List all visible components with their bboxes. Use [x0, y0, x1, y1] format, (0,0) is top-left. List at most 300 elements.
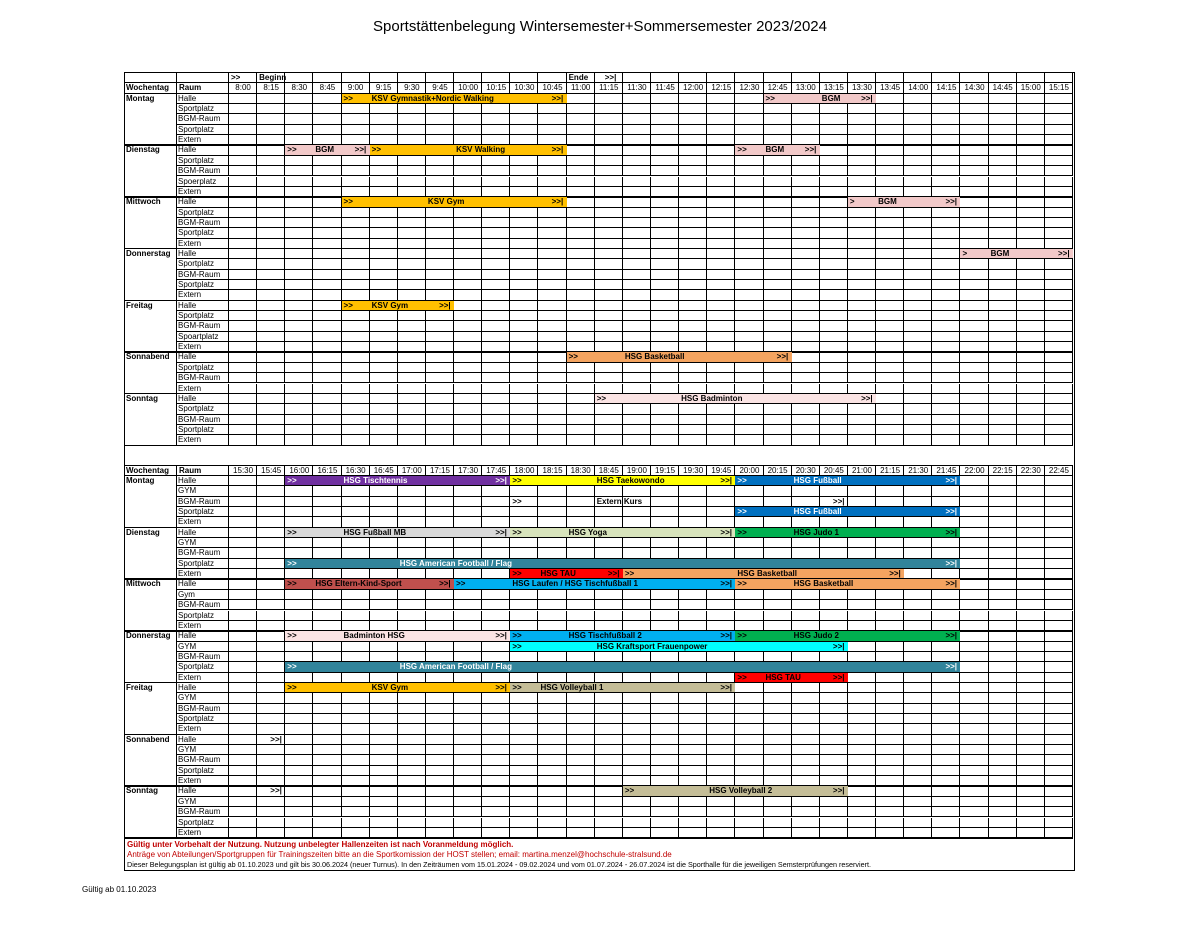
slot-cell[interactable]	[989, 208, 1017, 218]
slot-cell[interactable]	[398, 404, 426, 414]
slot-cell[interactable]	[735, 693, 763, 703]
slot-cell[interactable]	[482, 404, 510, 414]
slot-cell[interactable]	[426, 735, 454, 745]
slot-cell[interactable]	[454, 332, 482, 342]
slot-cell[interactable]	[510, 156, 538, 166]
slot-cell[interactable]	[623, 600, 651, 610]
slot-cell[interactable]	[1017, 797, 1045, 807]
slot-cell[interactable]	[313, 704, 341, 714]
slot-cell[interactable]	[398, 177, 426, 187]
slot-cell[interactable]	[904, 228, 932, 238]
slot-cell[interactable]	[989, 218, 1017, 228]
slot-cell[interactable]	[567, 693, 595, 703]
slot-cell[interactable]	[904, 156, 932, 166]
slot-cell[interactable]	[257, 301, 285, 311]
slot-cell[interactable]	[538, 797, 566, 807]
slot-cell[interactable]	[820, 693, 848, 703]
slot-cell[interactable]	[904, 301, 932, 311]
slot-cell[interactable]	[370, 745, 398, 755]
slot-cell[interactable]	[876, 735, 904, 745]
slot-cell[interactable]	[651, 197, 679, 207]
slot-cell[interactable]	[876, 166, 904, 176]
slot-cell[interactable]	[567, 818, 595, 828]
slot-cell[interactable]	[1045, 321, 1073, 331]
slot-cell[interactable]	[370, 807, 398, 817]
slot-cell[interactable]	[510, 280, 538, 290]
slot-cell[interactable]	[313, 104, 341, 114]
slot-cell[interactable]	[285, 714, 313, 724]
slot-cell[interactable]	[567, 94, 595, 104]
slot-cell[interactable]	[229, 415, 257, 425]
slot-cell[interactable]	[454, 166, 482, 176]
slot-cell[interactable]	[989, 363, 1017, 373]
slot-cell[interactable]	[960, 145, 988, 155]
slot-cell[interactable]	[342, 177, 370, 187]
slot-cell[interactable]	[707, 714, 735, 724]
slot-cell[interactable]	[285, 249, 313, 259]
slot-cell[interactable]	[538, 818, 566, 828]
slot-cell[interactable]	[707, 497, 735, 507]
slot-cell[interactable]	[623, 714, 651, 724]
slot-cell[interactable]	[651, 114, 679, 124]
slot-cell[interactable]	[792, 311, 820, 321]
slot-cell[interactable]	[313, 538, 341, 548]
slot-cell[interactable]	[510, 538, 538, 548]
slot-cell[interactable]	[370, 332, 398, 342]
slot-cell[interactable]	[707, 114, 735, 124]
slot-cell[interactable]	[764, 249, 792, 259]
slot-cell[interactable]	[764, 538, 792, 548]
slot-cell[interactable]	[342, 373, 370, 383]
slot-cell[interactable]	[482, 735, 510, 745]
slot-cell[interactable]	[651, 590, 679, 600]
slot-cell[interactable]	[567, 714, 595, 724]
slot-cell[interactable]	[960, 94, 988, 104]
slot-cell[interactable]	[707, 177, 735, 187]
slot-cell[interactable]	[735, 249, 763, 259]
slot-cell[interactable]	[426, 311, 454, 321]
slot-cell[interactable]	[1045, 797, 1073, 807]
slot-cell[interactable]	[454, 373, 482, 383]
slot-cell[interactable]	[651, 104, 679, 114]
slot-cell[interactable]	[342, 497, 370, 507]
slot-cell[interactable]	[792, 321, 820, 331]
slot-cell[interactable]	[848, 652, 876, 662]
slot-cell[interactable]	[257, 177, 285, 187]
slot-cell[interactable]	[510, 177, 538, 187]
slot-cell[interactable]	[398, 797, 426, 807]
slot-cell[interactable]	[735, 332, 763, 342]
slot-cell[interactable]	[229, 797, 257, 807]
slot-cell[interactable]	[623, 94, 651, 104]
slot-cell[interactable]	[735, 218, 763, 228]
slot-cell[interactable]	[229, 538, 257, 548]
slot-cell[interactable]	[960, 321, 988, 331]
slot-cell[interactable]	[1045, 538, 1073, 548]
slot-cell[interactable]	[257, 125, 285, 135]
slot-cell[interactable]	[876, 270, 904, 280]
slot-cell[interactable]	[735, 704, 763, 714]
slot-cell[interactable]	[764, 818, 792, 828]
slot-cell[interactable]	[1017, 301, 1045, 311]
slot-cell[interactable]	[904, 714, 932, 724]
slot-cell[interactable]	[764, 766, 792, 776]
slot-cell[interactable]	[707, 156, 735, 166]
slot-cell[interactable]	[876, 125, 904, 135]
slot-cell[interactable]	[904, 693, 932, 703]
slot-cell[interactable]	[229, 486, 257, 496]
slot-cell[interactable]	[482, 797, 510, 807]
slot-cell[interactable]	[285, 394, 313, 404]
slot-cell[interactable]	[707, 486, 735, 496]
slot-cell[interactable]	[595, 270, 623, 280]
slot-cell[interactable]	[285, 311, 313, 321]
slot-cell[interactable]	[342, 404, 370, 414]
slot-cell[interactable]	[229, 104, 257, 114]
slot-cell[interactable]	[229, 425, 257, 435]
slot-cell[interactable]	[735, 404, 763, 414]
slot-cell[interactable]	[285, 704, 313, 714]
slot-cell[interactable]	[567, 166, 595, 176]
slot-cell[interactable]	[707, 166, 735, 176]
slot-cell[interactable]	[482, 755, 510, 765]
slot-cell[interactable]	[538, 486, 566, 496]
slot-cell[interactable]	[904, 208, 932, 218]
slot-cell[interactable]	[538, 807, 566, 817]
slot-cell[interactable]	[989, 145, 1017, 155]
slot-cell[interactable]	[454, 218, 482, 228]
slot-cell[interactable]	[623, 218, 651, 228]
slot-cell[interactable]	[426, 166, 454, 176]
slot-cell[interactable]	[848, 735, 876, 745]
slot-cell[interactable]	[567, 125, 595, 135]
slot-cell[interactable]	[848, 332, 876, 342]
slot-cell[interactable]	[848, 177, 876, 187]
slot-cell[interactable]	[960, 301, 988, 311]
slot-cell[interactable]	[792, 704, 820, 714]
slot-cell[interactable]	[623, 321, 651, 331]
slot-cell[interactable]	[229, 228, 257, 238]
slot-cell[interactable]	[904, 755, 932, 765]
slot-cell[interactable]	[1017, 166, 1045, 176]
slot-cell[interactable]	[651, 311, 679, 321]
slot-cell[interactable]	[482, 642, 510, 652]
slot-cell[interactable]	[342, 259, 370, 269]
slot-cell[interactable]	[454, 507, 482, 517]
slot-cell[interactable]	[820, 208, 848, 218]
slot-cell[interactable]	[820, 714, 848, 724]
slot-cell[interactable]	[313, 786, 341, 796]
slot-cell[interactable]	[792, 600, 820, 610]
slot-cell[interactable]	[904, 394, 932, 404]
slot-cell[interactable]	[426, 425, 454, 435]
slot-cell[interactable]	[313, 166, 341, 176]
slot-cell[interactable]	[342, 125, 370, 135]
slot-cell[interactable]	[735, 818, 763, 828]
slot-cell[interactable]	[792, 259, 820, 269]
slot-cell[interactable]	[1017, 662, 1045, 672]
slot-cell[interactable]	[707, 507, 735, 517]
slot-cell[interactable]	[454, 249, 482, 259]
slot-cell[interactable]	[426, 218, 454, 228]
slot-cell[interactable]	[989, 415, 1017, 425]
slot-cell[interactable]	[1017, 311, 1045, 321]
slot-cell[interactable]	[313, 652, 341, 662]
slot-cell[interactable]	[651, 145, 679, 155]
slot-cell[interactable]	[960, 631, 988, 641]
slot-cell[interactable]	[764, 156, 792, 166]
slot-cell[interactable]	[229, 590, 257, 600]
slot-cell[interactable]	[876, 486, 904, 496]
slot-cell[interactable]	[707, 373, 735, 383]
slot-cell[interactable]	[510, 104, 538, 114]
slot-cell[interactable]	[510, 786, 538, 796]
slot-cell[interactable]	[398, 228, 426, 238]
slot-cell[interactable]	[482, 394, 510, 404]
slot-cell[interactable]	[735, 270, 763, 280]
slot-cell[interactable]	[398, 714, 426, 724]
slot-cell[interactable]	[735, 94, 763, 104]
slot-cell[interactable]	[285, 156, 313, 166]
slot-cell[interactable]	[595, 249, 623, 259]
slot-cell[interactable]	[342, 321, 370, 331]
slot-cell[interactable]	[229, 332, 257, 342]
slot-cell[interactable]	[1017, 404, 1045, 414]
slot-cell[interactable]	[454, 352, 482, 362]
slot-cell[interactable]	[735, 197, 763, 207]
slot-cell[interactable]	[679, 218, 707, 228]
slot-cell[interactable]	[510, 332, 538, 342]
slot-cell[interactable]	[229, 683, 257, 693]
slot-cell[interactable]	[623, 332, 651, 342]
slot-cell[interactable]	[482, 786, 510, 796]
slot-cell[interactable]	[595, 755, 623, 765]
slot-cell[interactable]	[735, 766, 763, 776]
slot-cell[interactable]	[820, 104, 848, 114]
slot-cell[interactable]	[426, 714, 454, 724]
slot-cell[interactable]	[538, 786, 566, 796]
slot-cell[interactable]	[538, 249, 566, 259]
slot-cell[interactable]	[398, 415, 426, 425]
slot-cell[interactable]	[848, 104, 876, 114]
slot-cell[interactable]	[229, 714, 257, 724]
slot-cell[interactable]	[960, 600, 988, 610]
slot-cell[interactable]	[904, 218, 932, 228]
slot-cell[interactable]	[370, 218, 398, 228]
slot-cell[interactable]	[960, 166, 988, 176]
slot-cell[interactable]	[454, 652, 482, 662]
slot-cell[interactable]	[538, 611, 566, 621]
slot-cell[interactable]	[426, 642, 454, 652]
slot-cell[interactable]	[651, 166, 679, 176]
slot-cell[interactable]	[679, 693, 707, 703]
slot-cell[interactable]	[960, 352, 988, 362]
slot-cell[interactable]	[426, 611, 454, 621]
slot-cell[interactable]	[707, 208, 735, 218]
slot-cell[interactable]	[229, 156, 257, 166]
slot-cell[interactable]	[848, 714, 876, 724]
slot-cell[interactable]	[1017, 321, 1045, 331]
slot-cell[interactable]	[623, 373, 651, 383]
slot-cell[interactable]	[1017, 352, 1045, 362]
slot-cell[interactable]	[960, 476, 988, 486]
slot-cell[interactable]	[679, 177, 707, 187]
slot-cell[interactable]	[707, 104, 735, 114]
slot-cell[interactable]	[510, 735, 538, 745]
slot-cell[interactable]	[285, 807, 313, 817]
slot-cell[interactable]	[454, 807, 482, 817]
slot-cell[interactable]	[651, 693, 679, 703]
slot-cell[interactable]	[932, 404, 960, 414]
slot-cell[interactable]	[398, 218, 426, 228]
slot-cell[interactable]	[679, 166, 707, 176]
slot-cell[interactable]	[482, 249, 510, 259]
slot-cell[interactable]	[398, 352, 426, 362]
slot-cell[interactable]	[313, 363, 341, 373]
slot-cell[interactable]	[285, 693, 313, 703]
slot-cell[interactable]	[370, 652, 398, 662]
slot-cell[interactable]	[651, 735, 679, 745]
slot-cell[interactable]	[707, 259, 735, 269]
slot-cell[interactable]	[567, 404, 595, 414]
slot-cell[interactable]	[1045, 683, 1073, 693]
slot-cell[interactable]	[454, 415, 482, 425]
slot-cell[interactable]	[1017, 332, 1045, 342]
slot-cell[interactable]	[285, 745, 313, 755]
slot-cell[interactable]	[1045, 301, 1073, 311]
slot-cell[interactable]	[285, 642, 313, 652]
slot-cell[interactable]	[904, 704, 932, 714]
slot-cell[interactable]	[1017, 125, 1045, 135]
slot-cell[interactable]	[285, 373, 313, 383]
slot-cell[interactable]	[904, 177, 932, 187]
slot-cell[interactable]	[679, 600, 707, 610]
slot-cell[interactable]	[989, 270, 1017, 280]
slot-cell[interactable]	[426, 507, 454, 517]
slot-cell[interactable]	[1017, 394, 1045, 404]
slot-cell[interactable]	[257, 652, 285, 662]
slot-cell[interactable]	[257, 280, 285, 290]
slot-cell[interactable]	[820, 425, 848, 435]
slot-cell[interactable]	[623, 507, 651, 517]
slot-cell[interactable]	[313, 807, 341, 817]
slot-cell[interactable]	[482, 373, 510, 383]
slot-cell[interactable]	[960, 642, 988, 652]
slot-cell[interactable]	[229, 394, 257, 404]
slot-cell[interactable]	[426, 363, 454, 373]
slot-cell[interactable]	[313, 714, 341, 724]
slot-cell[interactable]	[989, 125, 1017, 135]
slot-cell[interactable]	[1045, 662, 1073, 672]
slot-cell[interactable]	[595, 818, 623, 828]
slot-cell[interactable]	[735, 548, 763, 558]
slot-cell[interactable]	[820, 807, 848, 817]
slot-cell[interactable]	[989, 528, 1017, 538]
slot-cell[interactable]	[960, 373, 988, 383]
slot-cell[interactable]	[285, 497, 313, 507]
slot-cell[interactable]	[651, 714, 679, 724]
slot-cell[interactable]	[1045, 745, 1073, 755]
slot-cell[interactable]	[342, 611, 370, 621]
slot-cell[interactable]	[792, 373, 820, 383]
slot-cell[interactable]	[623, 548, 651, 558]
slot-cell[interactable]	[679, 415, 707, 425]
slot-cell[interactable]	[398, 818, 426, 828]
slot-cell[interactable]	[229, 755, 257, 765]
slot-cell[interactable]	[1045, 714, 1073, 724]
slot-cell[interactable]	[623, 818, 651, 828]
slot-cell[interactable]	[932, 373, 960, 383]
slot-cell[interactable]	[1045, 611, 1073, 621]
slot-cell[interactable]	[1045, 94, 1073, 104]
slot-cell[interactable]	[792, 693, 820, 703]
slot-cell[interactable]	[426, 538, 454, 548]
slot-cell[interactable]	[820, 797, 848, 807]
slot-cell[interactable]	[764, 321, 792, 331]
slot-cell[interactable]	[257, 208, 285, 218]
slot-cell[interactable]	[426, 797, 454, 807]
slot-cell[interactable]	[960, 818, 988, 828]
slot-cell[interactable]	[1017, 714, 1045, 724]
slot-cell[interactable]	[370, 228, 398, 238]
slot-cell[interactable]	[595, 590, 623, 600]
slot-cell[interactable]	[679, 94, 707, 104]
slot-cell[interactable]	[848, 745, 876, 755]
slot-cell[interactable]	[567, 766, 595, 776]
slot-cell[interactable]	[454, 125, 482, 135]
slot-cell[interactable]	[538, 114, 566, 124]
slot-cell[interactable]	[651, 280, 679, 290]
slot-cell[interactable]	[876, 114, 904, 124]
slot-cell[interactable]	[707, 94, 735, 104]
slot-cell[interactable]	[370, 735, 398, 745]
slot-cell[interactable]	[623, 145, 651, 155]
slot-cell[interactable]	[651, 404, 679, 414]
slot-cell[interactable]	[370, 693, 398, 703]
slot-cell[interactable]	[792, 228, 820, 238]
slot-cell[interactable]	[960, 486, 988, 496]
slot-cell[interactable]	[342, 311, 370, 321]
slot-cell[interactable]	[342, 280, 370, 290]
slot-cell[interactable]	[313, 394, 341, 404]
slot-cell[interactable]	[510, 301, 538, 311]
slot-cell[interactable]	[876, 373, 904, 383]
slot-cell[interactable]	[426, 755, 454, 765]
slot-cell[interactable]	[735, 311, 763, 321]
slot-cell[interactable]	[1045, 145, 1073, 155]
slot-cell[interactable]	[707, 321, 735, 331]
slot-cell[interactable]	[313, 270, 341, 280]
slot-cell[interactable]	[904, 415, 932, 425]
slot-cell[interactable]	[285, 797, 313, 807]
slot-cell[interactable]	[229, 321, 257, 331]
slot-cell[interactable]	[848, 301, 876, 311]
slot-cell[interactable]	[932, 218, 960, 228]
slot-cell[interactable]	[764, 373, 792, 383]
slot-cell[interactable]	[454, 590, 482, 600]
slot-cell[interactable]	[904, 321, 932, 331]
slot-cell[interactable]	[848, 352, 876, 362]
slot-cell[interactable]	[567, 270, 595, 280]
slot-cell[interactable]	[342, 114, 370, 124]
slot-cell[interactable]	[904, 807, 932, 817]
slot-cell[interactable]	[454, 270, 482, 280]
slot-cell[interactable]	[370, 642, 398, 652]
slot-cell[interactable]	[257, 642, 285, 652]
slot-cell[interactable]	[229, 145, 257, 155]
slot-cell[interactable]	[623, 125, 651, 135]
slot-cell[interactable]	[257, 528, 285, 538]
